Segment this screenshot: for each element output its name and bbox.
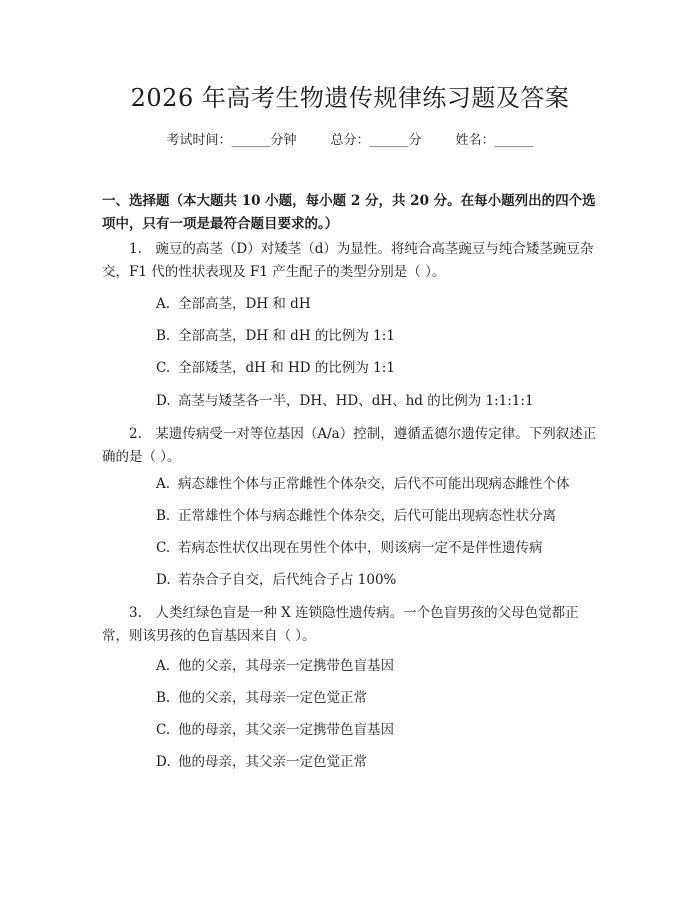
student-name: 姓名：______: [455, 133, 534, 148]
option-text: 全部矮茎，dH 和 HD 的比例为 1:1: [178, 360, 395, 376]
question-3-option-b: [156, 688, 606, 708]
question-2-stem: 2. 某遗传病受一对等位基因（A/a）控制，遵循孟德尔遗传定律。下列叙述正确的是（ ）。: [102, 426, 597, 465]
option-letter: B.: [156, 508, 171, 524]
option-letter: C.: [156, 360, 171, 376]
section-heading: 一、选择题（本大题共 10 小题，每小题 2 分，共 20 分。在每小题列出的四个选项中，只有一项是最符合题目要求的。）: [102, 193, 596, 232]
option-text: 若杂合子自交，后代纯合子占 100%: [178, 572, 397, 588]
question-3-stem: 3. 人类红绿色盲是一种 X 连锁隐性遗传病。一个色盲男孩的父母色觉都正常，则该男孩的色盲基因来自（ ）。: [102, 605, 579, 644]
option-text: 全部高茎，DH 和 dH: [178, 296, 311, 312]
option-text: 他的母亲，其父亲一定携带色盲基因: [178, 722, 394, 738]
question-1-option-b: [156, 326, 606, 346]
question-3-option-d: [156, 752, 606, 772]
option-text: 他的父亲，其母亲一定色觉正常: [178, 690, 367, 706]
question-1-option-c: [156, 358, 606, 378]
option-letter: A.: [156, 476, 171, 492]
option-letter: B.: [156, 328, 171, 344]
question-1-stem: 1. 豌豆的高茎（D）对矮茎（d）为显性。将纯合高茎豌豆与纯合矮茎豌豆杂交，F1 代的性状表现及 F1 产生配子的类型分别是（ ）。: [102, 241, 594, 280]
option-letter: A.: [156, 296, 171, 312]
option-letter: C.: [156, 722, 171, 738]
page-title: 2026 年高考生物遗传规律练习题及答案: [130, 84, 570, 112]
question-2-option-a: [156, 474, 606, 494]
option-text: 他的母亲，其父亲一定色觉正常: [178, 754, 367, 770]
option-letter: A.: [156, 658, 171, 674]
question-2-option-b: [156, 506, 606, 526]
option-letter: C.: [156, 540, 171, 556]
option-letter: D.: [156, 393, 171, 409]
option-text: 全部高茎，DH 和 dH 的比例为 1:1: [178, 328, 395, 344]
exam-time: 考试时间：______分钟: [166, 133, 297, 148]
question-3-option-a: [156, 656, 606, 676]
question-1-option-a: [156, 294, 606, 314]
option-letter: D.: [156, 572, 171, 588]
option-text: 他的父亲，其母亲一定携带色盲基因: [178, 658, 394, 674]
question-3-option-c: [156, 720, 606, 740]
option-letter: D.: [156, 754, 171, 770]
option-text: 若病态性状仅出现在男性个体中，则该病一定不是伴性遗传病: [178, 540, 543, 556]
question-2-option-d: [156, 570, 606, 590]
option-letter: B.: [156, 690, 171, 706]
question-2-option-c: [156, 538, 606, 558]
option-text: 正常雄性个体与病态雌性个体杂交，后代可能出现病态性状分离: [178, 508, 556, 524]
exam-meta: [0, 131, 700, 151]
option-text: 高茎与矮茎各一半，DH、HD、dH、hd 的比例为 1:1:1:1: [178, 393, 534, 409]
question-1-option-d: [156, 391, 606, 411]
total-score: 总分：______分: [330, 133, 422, 148]
option-text: 病态雄性个体与正常雌性个体杂交，后代不可能出现病态雌性个体: [178, 476, 570, 492]
